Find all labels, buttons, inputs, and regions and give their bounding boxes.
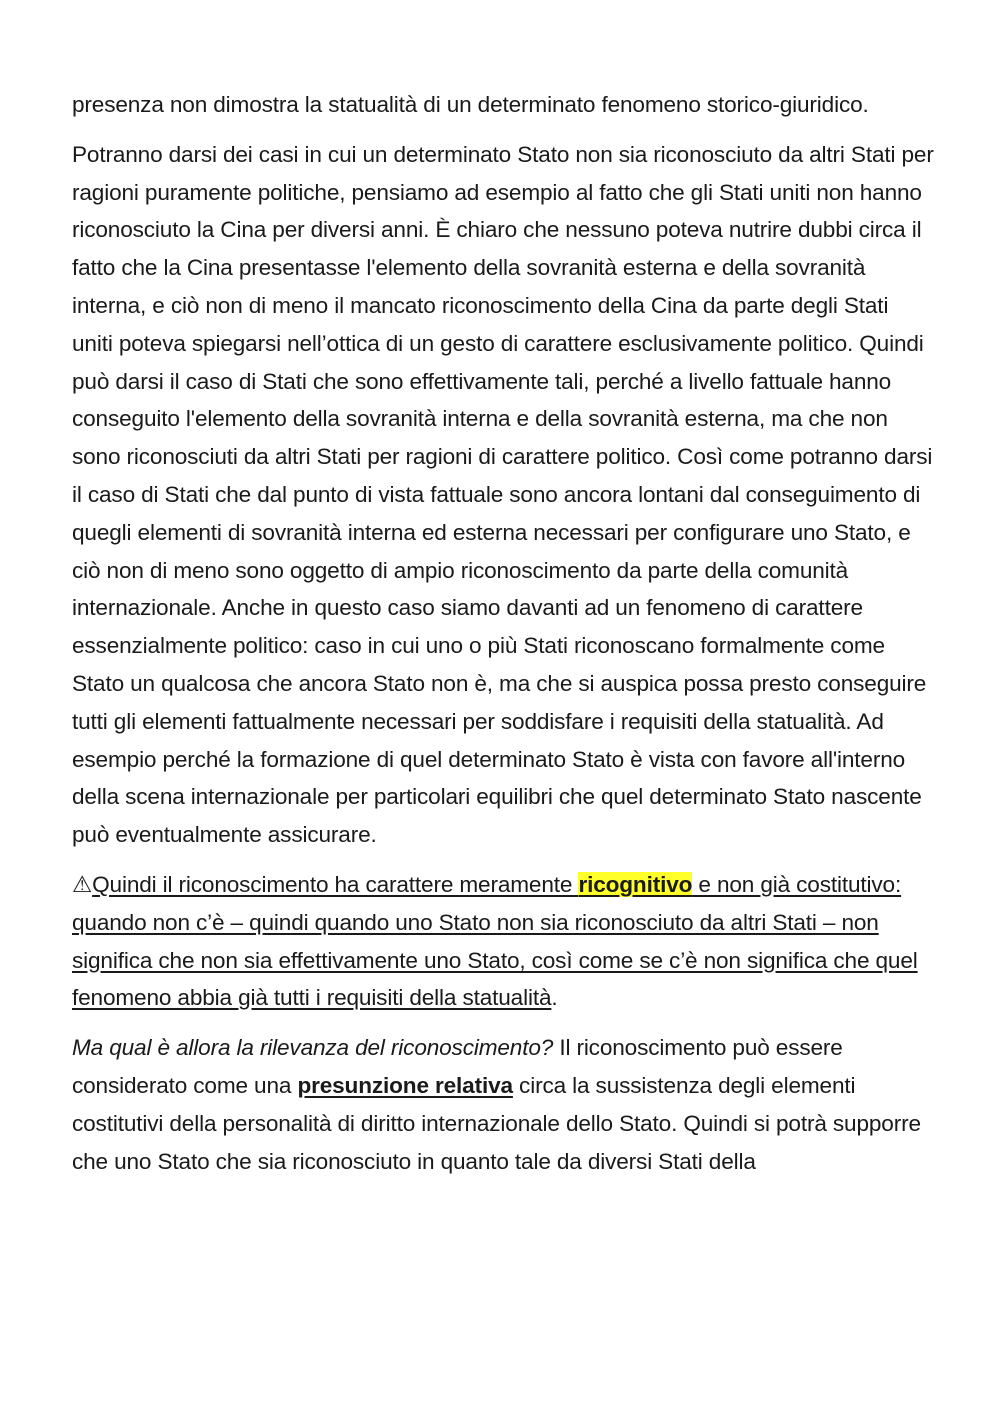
warning-icon: ⚠ [72,871,93,897]
paragraph-4 [72,1029,934,1180]
paragraph-4-text-rest: circa la sussistenza degli elementi costitutivi della personalità di diritto internazionale dello Stato. Quindi si potrà supporre che uno Stato che sia riconosciuto in quanto tale da diversi Stati della [72,1072,921,1174]
bold-term-presunzione-relativa: presunzione relativa [297,1072,513,1098]
paragraph-1: presenza non dimostra la statualità di un determinato fenomeno storico-giuridico. [72,92,869,117]
paragraph-2: Potranno darsi dei casi in cui un determinato Stato non sia riconosciuto da altri Stati per ragioni puramente politiche, pensiamo ad esempio al fatto che gli Stati uniti non hanno riconosciuto la Cina per diversi anni. È chiaro che nessuno poteva nutrire dubbi circa il fatto che la Cina presentasse l'elemento della sovranità esterna e della sovranità interna, e ciò non di meno il mancato riconoscimento della Cina da parte degli Stati uniti poteva spiegarsi nell’ottica di un gesto di carattere esclusivamente politico. Quindi può darsi il caso di Stati che sono effettivamente tali, perché a livello fattuale hanno conseguito l'elemento della sovranità interna e della sovranità esterna, ma che non sono riconosciuti da altri Stati per ragioni di carattere politico. Così come potranno darsi il caso di Stati che dal punto di vista fattuale sono ancora lontani dal conseguimento di quegli elementi di sovranità interna ed esterna necessari per configurare uno Stato, e ciò non di meno sono oggetto di ampio riconoscimento da parte della comunità internazionale. Anche in questo caso siamo davanti ad un fenomeno di carattere essenzialmente politico: caso in cui uno o più Stati riconoscano formalmente come Stato un qualcosa che ancora Stato non è, ma che si auspica possa presto conseguire tutti gli elementi fattualmente necessari per soddisfare i requisiti della statualità. Ad esempio perché la formazione di quel determinato Stato è vista con favore all'interno della scena internazionale per particolari equilibri che quel determinato Stato nascente può eventualmente assicurare. [72,141,934,848]
italic-question: Ma qual è allora la rilevanza del riconoscimento? [72,1035,554,1061]
highlighted-term-ricognitivo: ricognitivo [578,871,693,897]
note-text-start: Quindi il riconoscimento ha carattere meramente [92,871,579,897]
document-page [72,86,934,1192]
paragraph-3-note [72,866,934,1017]
note-period: . [551,985,558,1011]
note-text-rest: e non già costitutivo: quando non c’è – quindi quando uno Stato non sia riconosciuto da altri Stati – non significa che non sia effettivamente uno Stato, così come se c’è non significa che quel fenomeno abbia già tutti i requisiti della statualità [72,871,918,1011]
paragraph-4-text-start: Il riconoscimento può essere considerato come una [72,1035,843,1098]
